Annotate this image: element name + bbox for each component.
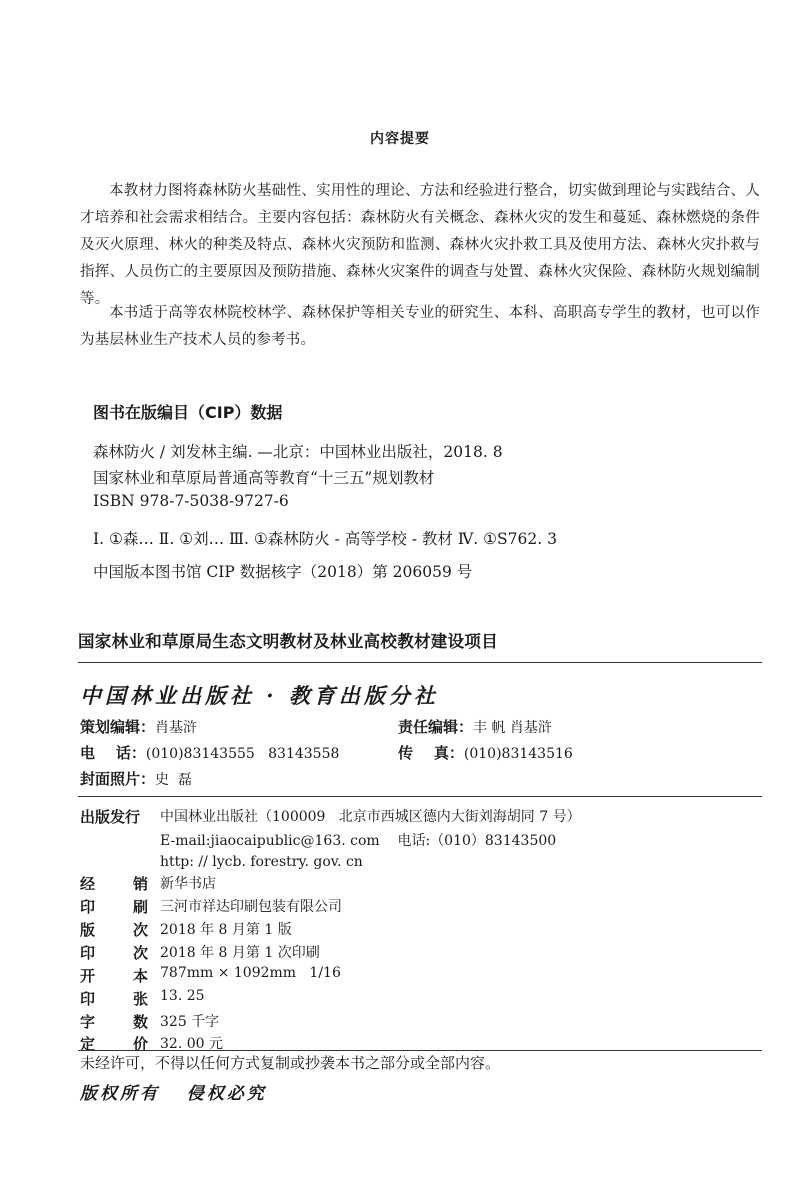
imprint-label-printing: 印 次	[80, 944, 148, 962]
imprint-value-printing: 2018 年 8 月第 1 次印刷	[160, 945, 320, 961]
responsible-editor-value: 丰 帆 肖基浒	[473, 720, 552, 736]
publisher-name: 中国林业出版社 · 教育出版分社	[80, 683, 439, 708]
cip-line-series: 国家林业和草原局普通高等教育“十三五”规划教材	[93, 469, 435, 487]
imprint-value-price: 32. 00 元	[160, 1036, 223, 1052]
cover-photo	[80, 768, 192, 789]
project-title: 国家林业和草原局生态文明教材及林业高校教材建设项目	[78, 632, 498, 651]
responsible-editor	[398, 716, 552, 737]
fax	[398, 742, 573, 763]
fax-label: 传 真：	[398, 744, 464, 762]
cover-photo-label: 封面照片：	[80, 770, 156, 788]
imprint-value-format: 787mm × 1092mm 1/16	[160, 965, 341, 981]
imprint-value-distributor: 新华书店	[160, 876, 216, 892]
cip-line-classification: Ⅰ. ①森… Ⅱ. ①刘… Ⅲ. ①森林防火 - 高等学校 - 教材 Ⅳ. ①S762. 3	[93, 530, 557, 548]
divider	[78, 662, 762, 663]
summary-paragraph-1: 本教材力图将森林防火基础性、实用性的理论、方法和经验进行整合，切实做到理论与实践结合、人才培养和社会需求相结合。主要内容包括：森林防火有关概念、森林火灾的发生和蔓延、森林燃烧的条件及灭火原理、林火的种类及特点、森林火灾预防和监测、森林火灾扑救工具及使用方法、森林火灾扑救与指挥、人员伤亡的主要原因及预防措施、森林火灾案件的调查与处置、森林火灾保险、森林防火规划编制等。	[80, 183, 760, 307]
cip-line-isbn: ISBN 978-7-5038-9727-6	[93, 492, 289, 510]
planning-editor-label: 策划编辑：	[80, 718, 156, 736]
imprint-value-word-count: 325 千字	[160, 1014, 220, 1030]
copyright-notice: 未经许可，不得以任何方式复制或抄袭本书之部分或全部内容。	[80, 1054, 501, 1072]
rights-reserved: 版权所有 侵权必究	[80, 1084, 267, 1104]
summary-paragraph-2: 本书适于高等农林院校林学、森林保护等相关专业的研究生、本科、高职高专学生的教材，也可以作为基层林业生产技术人员的参考书。	[80, 305, 760, 348]
fax-value: (010)83143516	[463, 746, 573, 762]
divider	[78, 1050, 762, 1051]
distribution-email: E-mail:jiaocaipublic@163. com 电话:（010）83143500	[160, 833, 557, 849]
imprint-value-edition: 2018 年 8 月第 1 版	[160, 922, 292, 938]
imprint-value-printer: 三河市祥达印刷包装有限公司	[160, 899, 342, 915]
phone	[80, 742, 339, 763]
cip-line-title: 森林防火 / 刘发林主编. —北京：中国林业出版社，2018. 8	[93, 443, 503, 461]
phone-value: (010)83143555 83143558	[145, 746, 340, 762]
cover-photo-value: 史 磊	[155, 772, 192, 788]
cip-heading: 图书在版编目（CIP）数据	[93, 403, 283, 422]
responsible-editor-label: 责任编辑：	[398, 718, 474, 736]
imprint-label-edition: 版 次	[80, 921, 148, 939]
distribution-label: 出版发行	[80, 808, 141, 826]
imprint-label-price: 定 价	[80, 1035, 148, 1053]
distribution-address: 中国林业出版社（100009 北京市西城区德内大街刘海胡同 7 号）	[160, 809, 581, 825]
imprint-label-printer: 印 刷	[80, 898, 148, 916]
imprint-label-format: 开 本	[80, 967, 148, 985]
imprint-label-distributor: 经 销	[80, 875, 148, 893]
cip-line-verification: 中国版本图书馆 CIP 数据核字（2018）第 206059 号	[93, 563, 473, 581]
imprint-label-sheets: 印 张	[80, 990, 148, 1008]
imprint-label-word-count: 字 数	[80, 1013, 148, 1031]
planning-editor-value: 肖基浒	[155, 720, 198, 736]
summary-title: 内容提要	[370, 131, 430, 147]
divider	[78, 796, 762, 797]
imprint-value-sheets: 13. 25	[160, 988, 205, 1004]
planning-editor	[80, 716, 197, 737]
phone-label: 电 话：	[80, 744, 146, 762]
distribution-website: http: // lycb. forestry. gov. cn	[160, 854, 363, 870]
